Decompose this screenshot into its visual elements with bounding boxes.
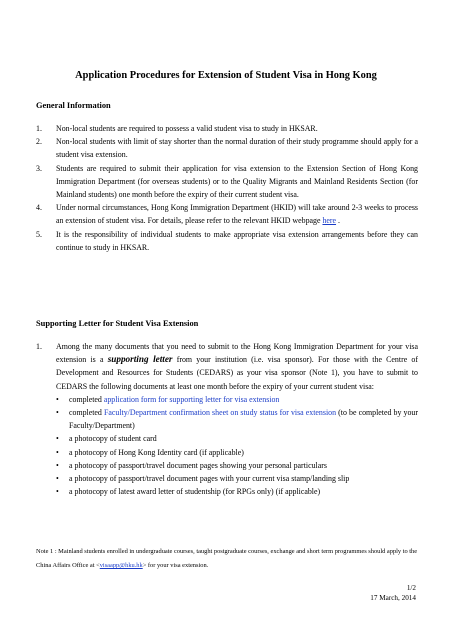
- page-number: 1/2: [406, 584, 416, 592]
- list-item: 4. Under normal circumstances, Hong Kong Immigration Department (HKID) will take around 2-3 weeks to process an extension of student visa. For details, please refer to the relevant HKID webpage here .: [36, 203, 418, 226]
- general-info-list: [36, 122, 418, 254]
- list-item: 5. It is the responsibility of individual students to make appropriate visa extension arrangements before they can continue to study in HKSAR.: [36, 229, 418, 252]
- bullet-item: • a photocopy of passport/travel document pages with your current visa stamp/landing slip: [56, 474, 350, 484]
- page-footer: [370, 583, 416, 603]
- confirmation-sheet-link[interactable]: Faculty/Department confirmation sheet on study status for visa extension: [103, 408, 337, 418]
- bullet-item: • completed Faculty/Department confirmation sheet on study status for visa extension (to be completed by your Faculty/Department): [56, 408, 418, 431]
- list-item: 1. Non-local students are required to possess a valid student visa to study in HKSAR.: [36, 124, 318, 133]
- list-item: 1. Among the many documents that you need to submit to the Hong Kong Immigration Department for your visa extension is a supporting letter from your institution (i.e. visa sponsor). For those with the Centre of Development and Resources for Students (CEDARS) as your visa sponsor (Note 1), you have to submit to CEDARS the following documents at least one month before the expiry of your current student visa: • completed application form for supporting letter for visa extension • completed Faculty/Department confirmation sheet on study status for visa extension (to be completed by your Faculty/Department) • a photocopy of student card • a photocopy of Hong Kong Identity card (if applicable) • a photocopy of passport/travel document pages showing your personal particulars • a photocopy of passport/travel document pages with your current visa stamp/landing slip • a photocopy of latest award letter of studentship (for RPGs only) (if applicable): [36, 340, 418, 498]
- general-info-heading: General Information: [36, 101, 111, 110]
- list-item: 3. Students are required to submit their application for visa extension to the Extension Section of Hong Kong Immigration Department (for overseas students) or to the Quality Migrants and Mainland Residents Section (for Mainland students) one month before the expiry of their current student visa.: [36, 163, 418, 200]
- bullet-item: • a photocopy of Hong Kong Identity card (if applicable): [56, 447, 244, 457]
- bullet-item: • a photocopy of student card: [56, 434, 157, 444]
- bullet-item: • a photocopy of passport/travel document pages showing your personal particulars: [56, 460, 327, 470]
- bullet-item: • a photocopy of latest award letter of studentship (for RPGs only) (if applicable): [56, 487, 321, 497]
- supporting-letter-emphasis: supporting letter: [107, 354, 173, 365]
- supporting-letter-heading: Supporting Letter for Student Visa Extension: [36, 319, 199, 328]
- bullet-item: • completed application form for supporting letter for visa extension: [56, 394, 280, 404]
- document-bullets: [56, 393, 418, 499]
- supporting-letter-list: [36, 340, 418, 498]
- document-title: Application Procedures for Extension of Student Visa in Hong Kong: [75, 70, 377, 81]
- hkid-webpage-link[interactable]: here: [322, 216, 337, 226]
- email-link[interactable]: visaapp@hku.hk: [99, 562, 143, 569]
- document-date: 17 March, 2014: [370, 594, 416, 602]
- footnote: Note 1 : Mainland students enrolled in undergraduate courses, taught postgraduate courses, exchange and short term programmes should apply to the China Affairs Office at <visaapp@hku.hk> for your visa extension.: [36, 548, 418, 569]
- application-form-link[interactable]: application form for supporting letter for visa extension: [103, 394, 280, 404]
- list-item: 2. Non-local students with limit of stay shorter than the normal duration of their study programme should apply for a student visa extension.: [36, 137, 418, 160]
